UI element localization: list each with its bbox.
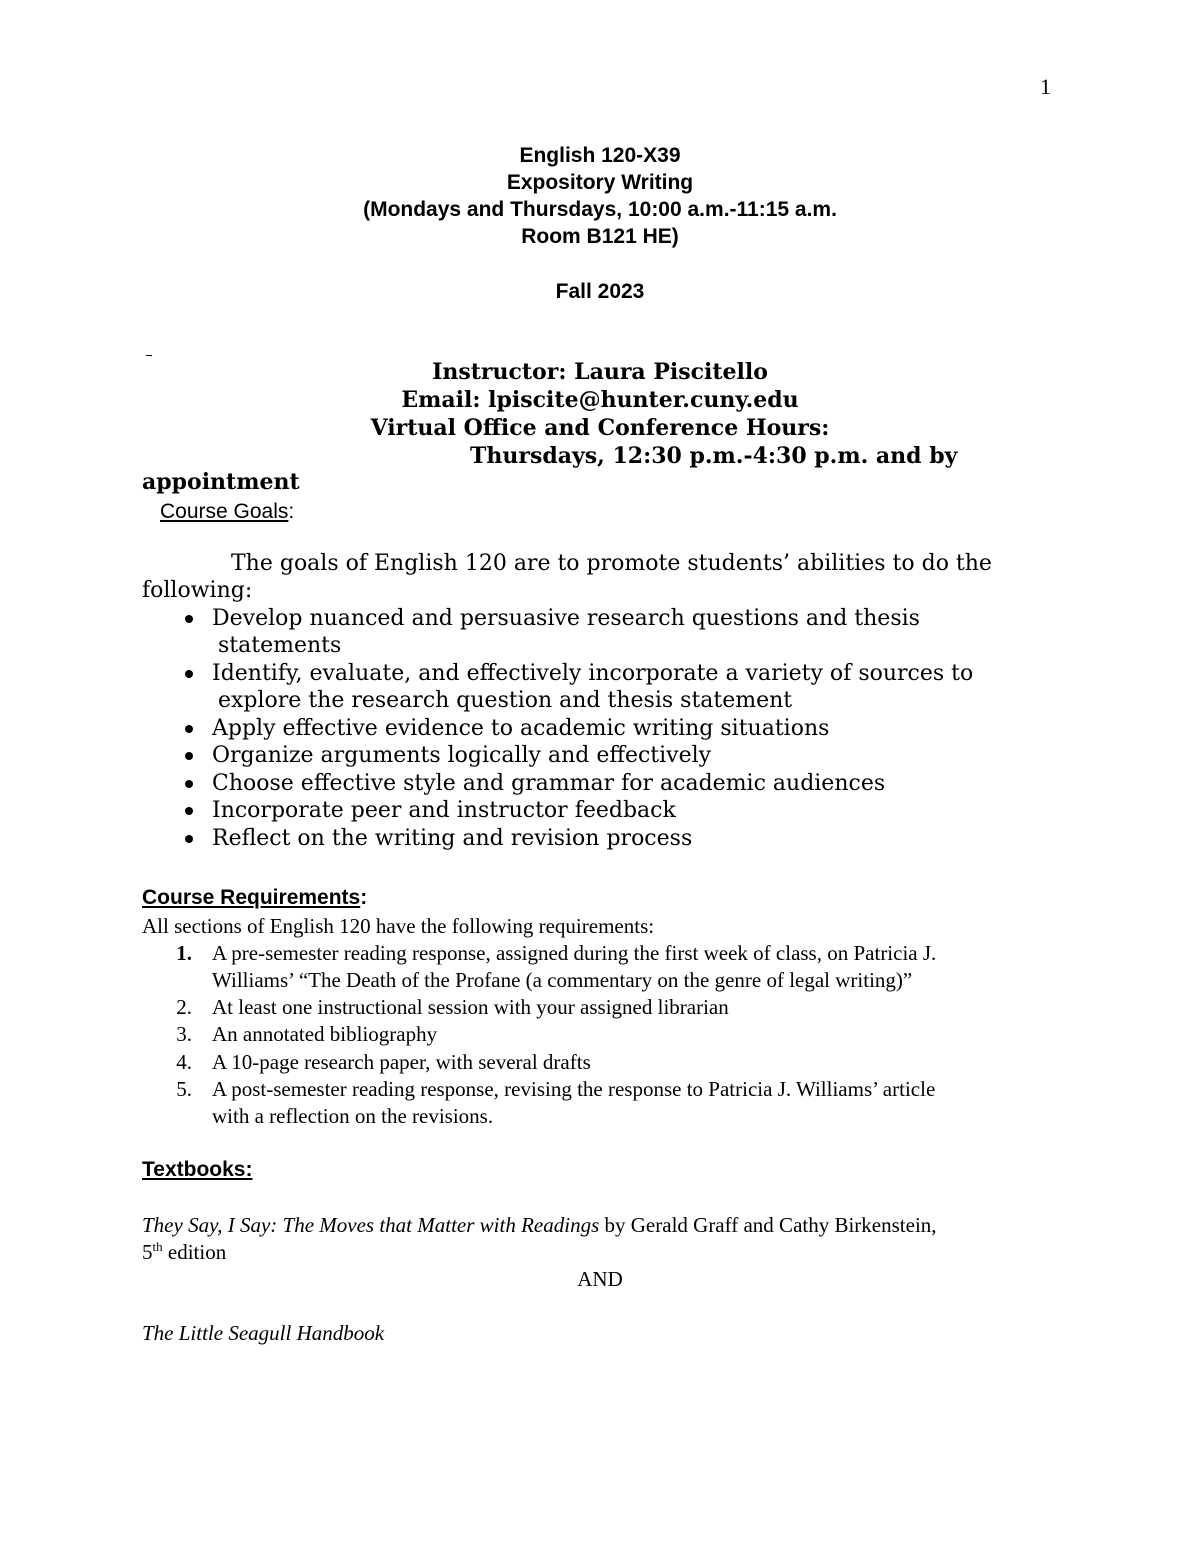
requirement-item: A 10-page research paper, with several drafts <box>212 1050 591 1074</box>
edition-number: 5 <box>142 1240 153 1264</box>
requirement-number: 5. <box>176 1077 192 1101</box>
requirement-number: 4. <box>176 1050 192 1074</box>
textbooks-heading: Textbooks: <box>142 1158 253 1181</box>
goal-item-cont: explore the research question and thesis statement <box>218 688 793 713</box>
instructor-name: Instructor: Laura Piscitello <box>432 359 768 385</box>
requirement-number: 2. <box>176 995 192 1019</box>
goal-item: Apply effective evidence to academic writing situations <box>212 716 830 741</box>
requirement-number: 3. <box>176 1022 192 1046</box>
instructor-email: Email: lpiscite@hunter.cuny.edu <box>401 387 799 413</box>
textbook-two-title: The Little Seagull Handbook <box>142 1321 385 1345</box>
goals-intro-cont: following: <box>142 578 253 603</box>
stray-mark <box>146 355 152 356</box>
requirement-item: At least one instructional session with your assigned librarian <box>212 995 729 1019</box>
bullet-dot <box>185 725 193 733</box>
goal-item: Choose effective style and grammar for academic audiences <box>212 771 886 796</box>
goal-item: Develop nuanced and persuasive research questions and thesis <box>212 606 920 631</box>
requirement-item: A post-semester reading response, revising the response to Patricia J. Williams’ article <box>212 1077 936 1101</box>
edition-suffix: th <box>152 1239 163 1254</box>
course-goals-heading-colon: : <box>288 500 295 523</box>
course-requirements-heading-colon: : <box>360 886 368 909</box>
course-requirements-heading-text: Course Requirements <box>142 886 361 909</box>
requirement-number: 1. <box>176 941 192 965</box>
page-number: 1 <box>1040 74 1051 99</box>
course-goals-heading-text: Course Goals <box>160 500 289 523</box>
goal-item-cont: statements <box>218 633 342 658</box>
requirement-item-cont: Williams’ “The Death of the Profane (a commentary on the genre of legal writing)” <box>212 968 913 992</box>
goal-item: Reflect on the writing and revision process <box>212 826 693 851</box>
goal-item: Organize arguments logically and effectively <box>212 743 712 768</box>
office-hours: Thursdays, 12:30 p.m.-4:30 p.m. and by <box>470 443 958 469</box>
bullet-dot <box>185 752 193 760</box>
office-hours-continued: appointment <box>142 469 300 495</box>
bullet-dot <box>185 780 193 788</box>
textbook-one-title: They Say, I Say: The Moves that Matter with Readings <box>142 1213 600 1237</box>
office-hours-label: Virtual Office and Conference Hours: <box>370 415 830 441</box>
course-term: Fall 2023 <box>555 280 645 303</box>
course-goals-heading <box>160 500 294 524</box>
requirement-item: An annotated bibliography <box>212 1022 438 1046</box>
goal-item: Incorporate peer and instructor feedback <box>212 798 676 823</box>
goals-intro: The goals of English 120 are to promote students’ abilities to do the <box>231 551 992 576</box>
textbook-conjunction: AND <box>577 1267 623 1291</box>
bullet-dot <box>185 835 193 843</box>
course-schedule: (Mondays and Thursdays, 10:00 a.m.-11:15 a.m. <box>363 198 837 221</box>
course-code: English 120-X39 <box>519 144 681 167</box>
textbook-one <box>142 1213 937 1238</box>
requirements-intro: All sections of English 120 have the following requirements: <box>142 914 655 938</box>
edition-word: edition <box>162 1240 227 1264</box>
requirement-item-cont: with a reflection on the revisions. <box>212 1104 494 1128</box>
bullet-dot <box>185 615 193 623</box>
course-room: Room B121 HE) <box>521 225 679 248</box>
course-requirements-heading <box>142 886 367 910</box>
goal-item: Identify, evaluate, and effectively incorporate a variety of sources to <box>212 661 974 686</box>
course-title: Expository Writing <box>506 171 694 194</box>
textbook-one-edition <box>142 1240 226 1265</box>
bullet-dot <box>185 670 193 678</box>
requirement-item: A pre-semester reading response, assigned during the first week of class, on Patricia J. <box>212 941 937 965</box>
textbook-one-authors: by Gerald Graff and Cathy Birkenstein, <box>599 1213 937 1237</box>
bullet-dot <box>185 807 193 815</box>
